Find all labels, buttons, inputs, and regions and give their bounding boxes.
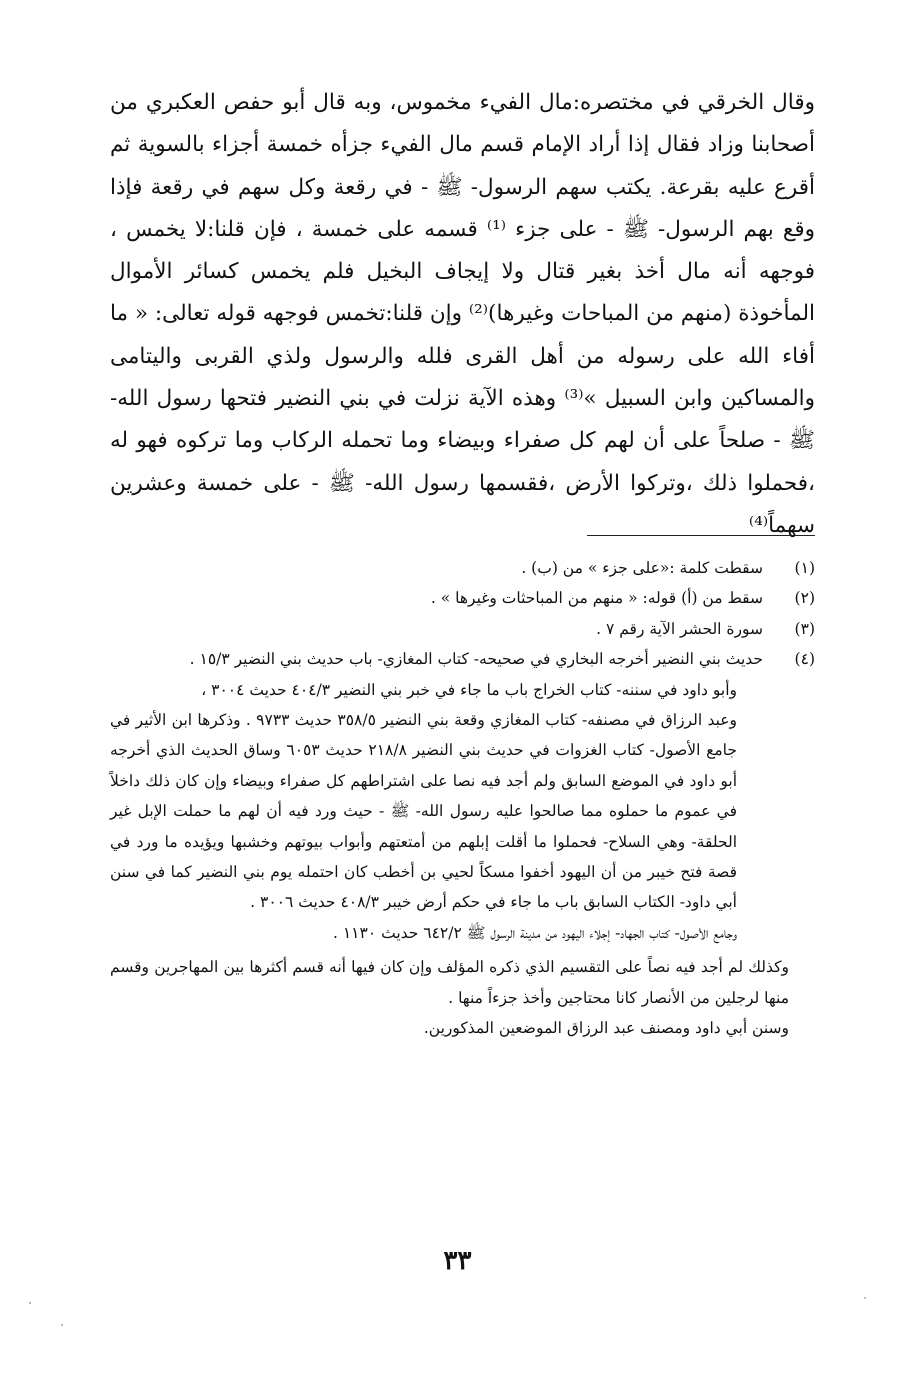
footnote-separator [587,535,815,536]
footnote-3 [110,614,815,644]
footnote-paragraph: وأبو داود في سننه- كتاب الخراج باب ما جاء في خبر بني النضير ٤٠٤/٣ حديث ٣٠٠٤ ، [201,680,737,699]
footnote-number: (٢) [794,589,815,608]
footnote-number: (٣) [794,619,815,638]
page-number: ٣٣ [443,1246,472,1276]
footnote-paragraph: وسنن أبي داود ومصنف عبد الرزاق الموضعين المذكورين. [423,1019,789,1038]
footnote-1 [110,553,815,583]
footnote-text: سقط من (أ) قوله: « منهم من المباحثات وغيرها » . [430,589,763,608]
footnote-text: سورة الحشر الآية رقم ٧ . [596,619,763,638]
footnote-2 [110,583,815,613]
footnote-text: سقطت كلمة :«على جزء » من (ب) . [521,559,763,577]
footnote-paragraph: وكذلك لم أجد فيه نصاً على التقسيم الذي ذكره المؤلف وإن كان فيها أنه قسم أكثرها بين المهاجرين وقسم منها لرجلين من الأنصار كانا محتاجين وأخذ جزءاً منها . [110,958,789,1007]
footnote-text: حديث بني النضير أخرجه البخاري في صحيحه- كتاب المغازي- باب حديث بني النضير ١٥/٣ . [189,650,763,669]
main-text-block [110,82,815,547]
footnote-4-extra [110,952,815,1043]
footnotes-section [110,553,815,1044]
footnote-4 [110,644,815,674]
main-paragraph: وقال الخرقي في مختصره:مال الفيء مخموس، وبه قال أبو حفص العكبري من أصحابنا وزاد فقال إذا أراد الإمام قسم مال الفيء جزأه خمسة أجزاء بالسوية ثم أقرع عليه بقرعة. يكتب سهم الرسول- ﷺ - في رقعة وكل سهم في رقعة فإذا وقع بهم الرسول- ﷺ - على جزء ⁽¹⁾ قسمه على خمسة ، فإن قلنا:لا يخمس ، فوجهه أنه مال أخذ بغير قتال ولا إيجاف البخيل فلم يخمس كسائر الأموال المأخوذة (منهم من المباحات وغيرها)⁽²⁾ وإن قلنا:تخمس فوجهه قوله تعالى: « ما أفاء الله على رسوله من أهل القرى فلله والرسول ولذي القربى واليتامى والمساكين وابن السبيل »⁽³⁾ وهذه الآية نزلت في بني النضير فتحها رسول الله- ﷺ - صلحاً على أن لهم كل صفراء وبيضاء وما تحمله الركاب وما تركوه فهو له ،فحملوا ذلك ،وتركوا الأرض ،فقسمها رسول الله- ﷺ - على خمسة وعشرين سهماً⁽⁴⁾ [110,90,816,538]
footnote-number: (١) [794,559,815,577]
footnote-number: (٤) [794,650,815,669]
footnote-paragraph: وعبد الرزاق في مصنفه- كتاب المغازي وقعة بني النضير ٣٥٨/٥ حديث ٩٧٣٣ . وذكرها ابن الأثير في جامع الأصول- كتاب الغزوات في حديث بني النضير ٢١٨/٨ حديث ٦٠٥٣ وساق الحديث الذي أخرجه أبو داود في الموضع السابق ولم أجد فيه نصا على اشتراطهم كل صفراء وبيضاء وإن كان ذلك داخلاً في عموم ما حملوه مما صالحوا عليه رسول الله- ﷺ - حيث ورد فيه أن لهم ما حملت الإبل غير الحلقة- وهي السلاح- فحملوا ما أقلت إبلهم من أمتعتهم وأبواب بيوتهم وخشبها ويؤيده ما ورد في قصة فتح خيبر من أن اليهود أخفوا مسكاً لحيي بن أخطب كان احتمله يوم بني النضير كما في سنن أبي داود- الكتاب السابق باب ما جاء في حكم أرض خيبر ٤٠٨/٣ حديث ٣٠٠٦ . [110,711,737,912]
footnote-paragraph: وجامع الأصول- كتاب الجهاد- إجلاء اليهود من مدينة الرسول ﷺ ٦٤٢/٢ حديث ١١٣٠ . [333,923,737,942]
footnote-4-continuation [110,675,815,949]
